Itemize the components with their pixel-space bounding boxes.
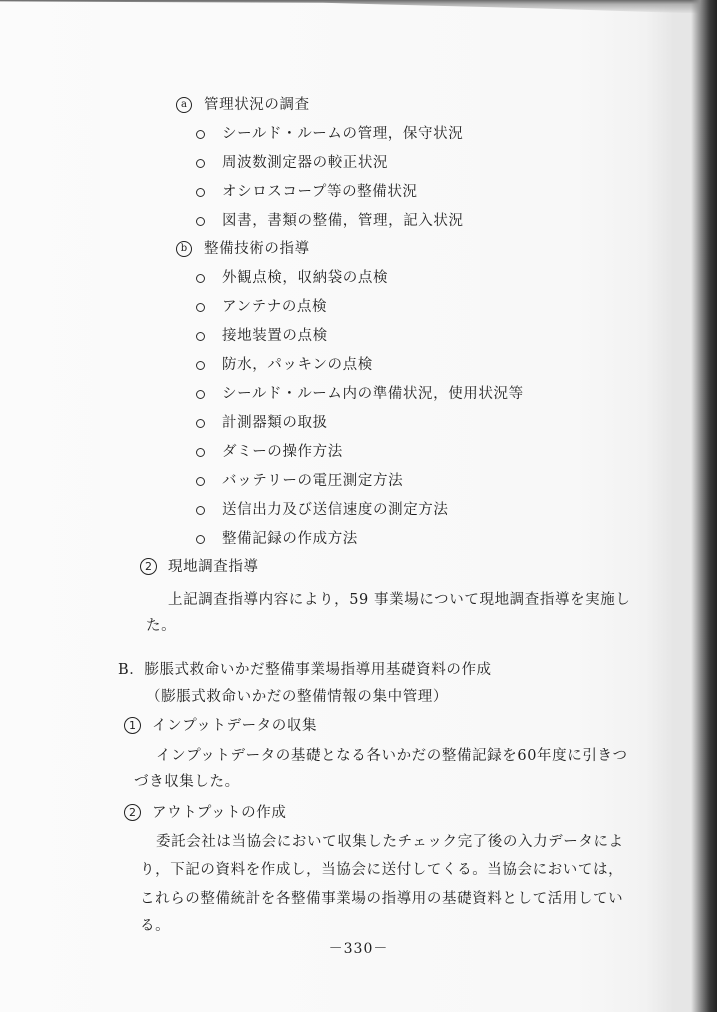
section-a-heading: 管理状況の調査	[204, 97, 310, 113]
section-b-item: シールド・ルーム内の準備状況，使用状況等	[222, 386, 524, 402]
section-b-item: ダミーの操作方法	[222, 444, 343, 460]
bullet-circle-icon	[196, 217, 205, 226]
sub1-body-line: づき収集した。	[134, 774, 240, 790]
circled-marker-b: b	[176, 241, 192, 257]
sub2-body-line: これらの整備統計を各整備事業場の指導用の基礎資料として活用してい	[140, 891, 624, 907]
bullet-circle-icon	[196, 361, 205, 370]
bullet-circle-icon	[196, 332, 205, 341]
section-a-item: シールド・ルームの管理，保守状況	[222, 126, 464, 142]
bullet-circle-icon	[196, 159, 205, 168]
section-B-title: B．膨脹式救命いかだ整備事業場指導用基礎資料の作成	[118, 662, 492, 678]
scan-binding-shadow	[691, 0, 717, 1012]
item2-heading: 現地調査指導	[168, 559, 259, 575]
section-b-item: バッテリーの電圧測定方法	[222, 473, 404, 489]
section-b-item: 送信出力及び送信速度の測定方法	[222, 502, 449, 518]
bullet-circle-icon	[196, 188, 205, 197]
section-b-item: 防水，パッキンの点検	[222, 357, 373, 373]
section-b-item: 接地装置の点検	[222, 328, 328, 344]
section-a-item: オシロスコープ等の整備状況	[222, 184, 418, 200]
section-b-item: 計測器類の取扱	[222, 415, 328, 431]
section-b-item: アンテナの点検	[222, 299, 328, 315]
bullet-circle-icon	[196, 535, 205, 544]
sub1-heading: インプットデータの収集	[152, 718, 318, 734]
sub2-body-line: 委託会社は当協会において収集したチェック完了後の入力データによ	[156, 834, 624, 850]
bullet-circle-icon	[196, 506, 205, 515]
sub2-heading: アウトプットの作成	[152, 805, 287, 821]
circled-number-2: 2	[140, 558, 157, 575]
bullet-circle-icon	[196, 303, 205, 312]
sub1-body-line: インプットデータの基礎となる各いかだの整備記録を60年度に引きつ	[156, 748, 628, 764]
bullet-circle-icon	[196, 130, 205, 139]
section-B-subtitle: （膨脹式救命いかだの整備情報の集中管理）	[146, 689, 448, 705]
bullet-circle-icon	[196, 419, 205, 428]
sub2-body-line: り，下記の資料を作成し，当協会に送付してくる。当協会においては，	[140, 862, 624, 878]
circled-marker-a: a	[176, 97, 192, 113]
section-a-item: 周波数測定器の較正状況	[222, 155, 389, 171]
bullet-circle-icon	[196, 477, 205, 486]
bullet-circle-icon	[196, 274, 205, 283]
bullet-circle-icon	[196, 448, 205, 457]
sub2-body-line: る。	[140, 918, 171, 934]
page-number: －330－	[328, 941, 389, 957]
section-b-item: 整備記録の作成方法	[222, 531, 358, 547]
bullet-circle-icon	[196, 390, 205, 399]
section-a-item: 図書，書類の整備，管理，記入状況	[222, 213, 464, 229]
item2-body-line: た。	[146, 618, 177, 634]
section-b-heading: 整備技術の指導	[204, 241, 310, 257]
circled-number-2: 2	[124, 804, 141, 821]
circled-number-1: 1	[124, 717, 141, 734]
section-b-item: 外観点検，収納袋の点検	[222, 270, 389, 286]
item2-body-line: 上記調査指導内容により，59 事業場について現地調査指導を実施し	[168, 592, 631, 608]
